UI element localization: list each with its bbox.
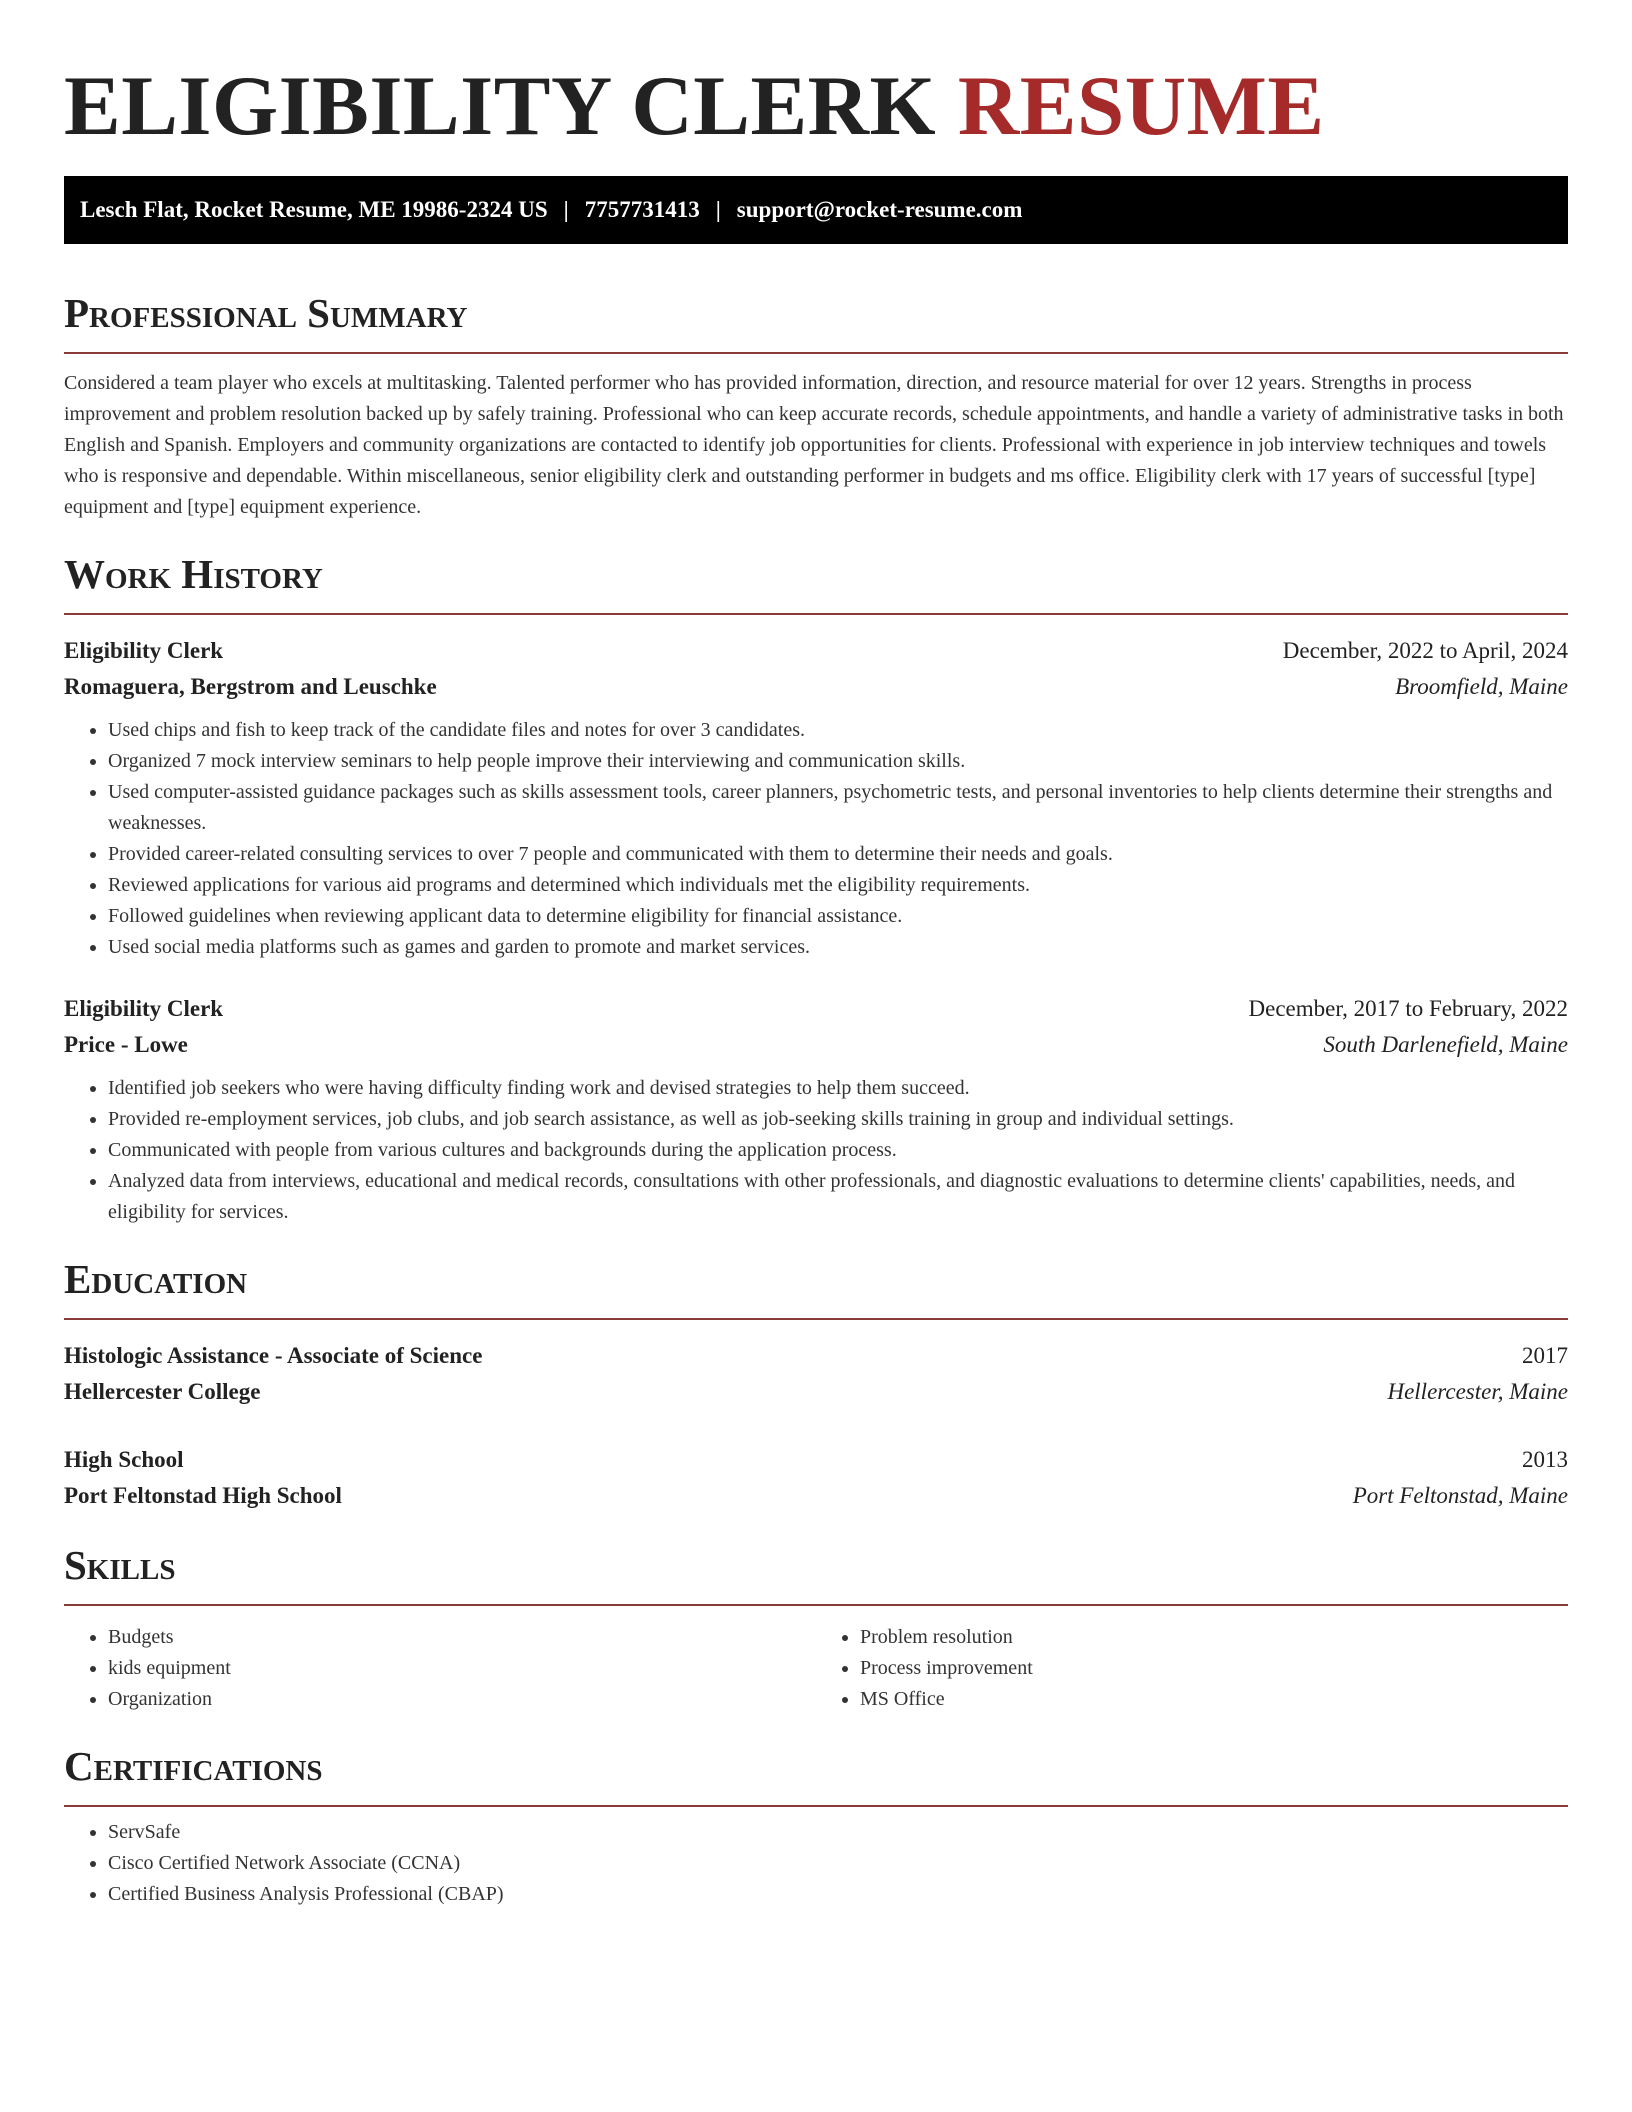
contact-separator: | xyxy=(563,197,569,222)
job-bullet-list xyxy=(64,1073,1568,1228)
job-header-row xyxy=(64,991,1568,1027)
section-divider xyxy=(64,613,1568,615)
section-heading-work-history: Work History xyxy=(64,551,323,597)
job-bullet: • Communicated with people from various cultures and backgrounds during the application process. xyxy=(108,1135,1568,1166)
education-location: Port Feltonstad, Maine xyxy=(1352,1483,1568,1508)
section-divider xyxy=(64,1604,1568,1606)
education-school: Hellercester College xyxy=(64,1379,261,1404)
job-company-row xyxy=(64,669,1568,705)
section-heading-summary: Professional Summary xyxy=(64,290,468,336)
skills-columns xyxy=(64,1622,1568,1715)
section-divider xyxy=(64,1805,1568,1807)
certification-item: • ServSafe xyxy=(108,1817,1568,1848)
job-location: South Darlenefield, Maine xyxy=(1323,1032,1568,1057)
job-entry xyxy=(64,991,1568,1228)
contact-email: support@rocket-resume.com xyxy=(736,197,1023,222)
job-company-row xyxy=(64,1027,1568,1063)
skill-item: • kids equipment xyxy=(108,1653,816,1684)
section-divider xyxy=(64,1318,1568,1320)
skill-item: • Problem resolution xyxy=(860,1622,1568,1653)
education-degree-row xyxy=(64,1338,1568,1374)
job-location: Broomfield, Maine xyxy=(1395,674,1568,699)
summary-text: Considered a team player who excels at multitasking. Talented performer who has provided information, direction, and resource material for over 12 years. Strengths in process improvement and problem resolution backed up by safely training. Professional who can keep accurate records, schedule appointments, and handle a variety of administrative tasks in both English and Spanish. Employers and community organizations are contacted to identify job opportunities for clients. Professional with experience in job interview techniques and towels who is responsive and dependable. Within miscellaneous, senior eligibility clerk and outstanding performer in budgets and ms office. Eligibility clerk with 17 years of successful [type] equipment and [type] equipment experience. xyxy=(64,372,1564,518)
contact-phone: 7757731413 xyxy=(584,197,700,222)
job-bullet: • Analyzed data from interviews, educational and medical records, consultations with other professionals, and diagnostic evaluations to determine clients' capabilities, needs, and eligibility for services. xyxy=(108,1166,1568,1228)
education-school-row xyxy=(64,1478,1568,1514)
job-bullet-list xyxy=(64,715,1568,963)
job-bullet: • Organized 7 mock interview seminars to help people improve their interviewing and communication skills. xyxy=(108,746,1568,777)
skill-item: • Budgets xyxy=(108,1622,816,1653)
title-main: ELIGIBILITY CLERK xyxy=(64,59,937,153)
job-bullet: • Provided career-related consulting services to over 7 people and communicated with them to determine their needs and goals. xyxy=(108,839,1568,870)
job-bullet: • Identified job seekers who were having difficulty finding work and devised strategies to help them succeed. xyxy=(108,1073,1568,1104)
job-bullet: • Used chips and fish to keep track of the candidate files and notes for over 3 candidates. xyxy=(108,715,1568,746)
section-divider xyxy=(64,352,1568,354)
education-school: Port Feltonstad High School xyxy=(64,1483,342,1508)
certification-item: • Cisco Certified Network Associate (CCNA) xyxy=(108,1848,1568,1879)
job-company: Price - Lowe xyxy=(64,1032,188,1057)
section-heading-education: Education xyxy=(64,1256,248,1302)
certification-item: • Certified Business Analysis Professional (CBAP) xyxy=(108,1879,1568,1910)
job-bullet: • Followed guidelines when reviewing applicant data to determine eligibility for financial assistance. xyxy=(108,901,1568,932)
resume-title xyxy=(64,0,1568,176)
skills-list-left xyxy=(64,1622,816,1715)
title-accent: RESUME xyxy=(957,59,1325,153)
certifications-list xyxy=(64,1817,1568,1910)
job-bullet: • Reviewed applications for various aid programs and determined which individuals met the eligibility requirements. xyxy=(108,870,1568,901)
job-dates: December, 2022 to April, 2024 xyxy=(1282,638,1568,663)
job-bullet: • Used computer-assisted guidance packages such as skills assessment tools, career planners, psychometric tests, and personal inventories to help clients determine their strengths and weaknesses. xyxy=(108,777,1568,839)
job-company: Romaguera, Bergstrom and Leuschke xyxy=(64,674,437,699)
job-dates: December, 2017 to February, 2022 xyxy=(1248,996,1568,1021)
skill-item: • Organization xyxy=(108,1684,816,1715)
contact-address: Lesch Flat, Rocket Resume, ME 19986-2324 US xyxy=(80,197,548,222)
education-degree: High School xyxy=(64,1447,184,1472)
skill-item: • MS Office xyxy=(860,1684,1568,1715)
job-entry xyxy=(64,633,1568,963)
skill-item: • Process improvement xyxy=(860,1653,1568,1684)
education-year: 2013 xyxy=(1522,1447,1568,1472)
education-degree-row xyxy=(64,1442,1568,1478)
job-title: Eligibility Clerk xyxy=(64,638,224,663)
job-header-row xyxy=(64,633,1568,669)
education-entry xyxy=(64,1338,1568,1410)
education-degree: Histologic Assistance - Associate of Science xyxy=(64,1343,483,1368)
contact-bar xyxy=(64,176,1568,244)
education-school-row xyxy=(64,1374,1568,1410)
section-heading-skills: Skills xyxy=(64,1542,176,1588)
contact-separator: | xyxy=(715,197,721,222)
education-entry xyxy=(64,1442,1568,1514)
job-bullet: • Used social media platforms such as games and garden to promote and market services. xyxy=(108,932,1568,963)
education-year: 2017 xyxy=(1522,1343,1568,1368)
job-title: Eligibility Clerk xyxy=(64,996,224,1021)
education-location: Hellercester, Maine xyxy=(1387,1379,1568,1404)
section-heading-certifications: Certifications xyxy=(64,1743,323,1789)
skills-list-right xyxy=(816,1622,1568,1715)
job-bullet: • Provided re-employment services, job clubs, and job search assistance, as well as job-seeking skills training in group and individual settings. xyxy=(108,1104,1568,1135)
